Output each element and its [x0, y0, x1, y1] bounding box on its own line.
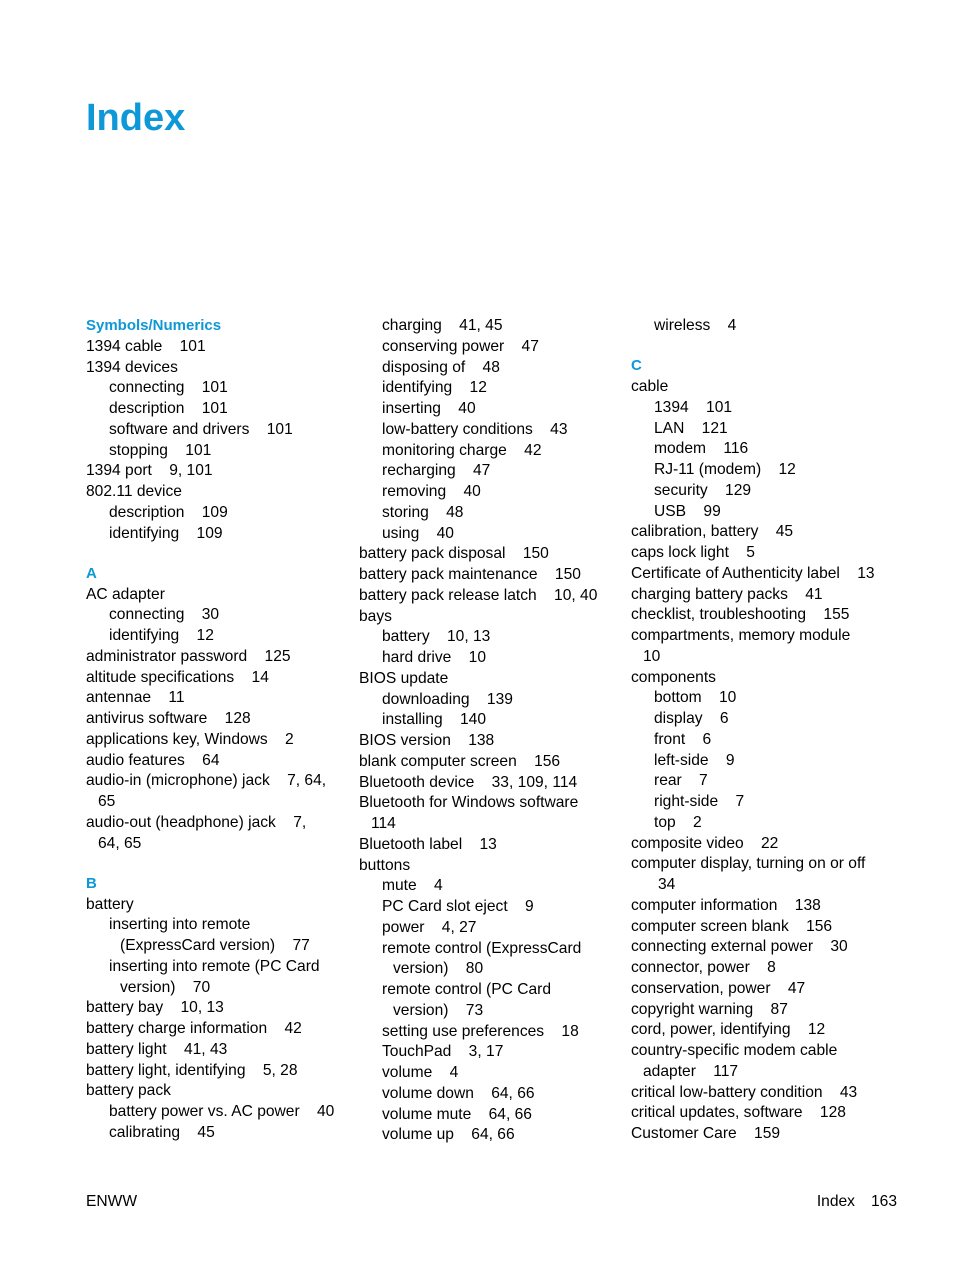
index-entry-continuation: version) 73 — [393, 1001, 484, 1019]
index-subentry: stopping 101 — [109, 441, 212, 459]
index-entry: connector, power 8 — [631, 959, 776, 976]
section-heading: A — [86, 564, 97, 582]
index-subentry: inserting into remote — [109, 916, 251, 934]
index-subentry: PC Card slot eject 9 — [382, 898, 534, 915]
index-subentry: inserting into remote (PC Card — [109, 957, 320, 975]
index-entry: battery pack maintenance 150 — [359, 566, 581, 583]
section-heading: B — [86, 874, 97, 892]
section-heading: C — [631, 357, 642, 375]
index-entry: caps lock light 5 — [631, 544, 755, 561]
index-entry: components — [631, 668, 716, 686]
footer-section-name: Index — [816, 1193, 855, 1210]
index-entry-continuation: (ExpressCard version) 77 — [120, 937, 310, 954]
index-entry: 1394 cable 101 — [86, 337, 206, 355]
index-subentry: volume 4 — [382, 1064, 459, 1081]
index-entry: copyright warning 87 — [631, 1000, 788, 1018]
index-subentry: connecting 30 — [109, 606, 220, 624]
index-entry-continuation: 10 — [643, 647, 661, 665]
footer-publisher-code: ENWW — [86, 1193, 138, 1210]
index-entry: battery pack release latch 10, 40 — [359, 586, 598, 604]
index-entry: Bluetooth for Windows software — [359, 794, 579, 812]
index-subentry: wireless 4 — [654, 317, 737, 334]
index-subentry: battery power vs. AC power 40 — [109, 1103, 335, 1120]
index-subentry: 1394 101 — [654, 398, 733, 416]
index-entry: Customer Care 159 — [631, 1125, 781, 1142]
index-entry-continuation: 34 — [658, 876, 676, 893]
index-subentry: recharging 47 — [382, 462, 491, 480]
index-subentry: removing 40 — [382, 483, 481, 500]
index-entry: battery bay 10, 13 — [86, 999, 224, 1017]
index-entry: critical updates, software 128 — [631, 1104, 846, 1122]
index-subentry: remote control (ExpressCard — [382, 939, 582, 957]
index-subentry: installing 140 — [382, 711, 487, 729]
index-subentry: hard drive 10 — [382, 649, 487, 666]
index-subentry: monitoring charge 42 — [382, 441, 542, 459]
index-subentry: volume down 64, 66 — [382, 1084, 535, 1102]
index-entry-continuation: version) 80 — [393, 960, 484, 978]
index-entry: 1394 port 9, 101 — [86, 462, 213, 480]
index-entry: antivirus software 128 — [86, 710, 251, 727]
index-subentry: low-battery conditions 43 — [382, 420, 568, 438]
index-entry: battery light, identifying 5, 28 — [86, 1061, 298, 1079]
section-heading: Symbols/Numerics — [86, 317, 222, 334]
index-entry: blank computer screen 156 — [359, 752, 561, 770]
index-column-1 — [86, 316, 348, 1144]
index-subentry: software and drivers 101 — [109, 420, 293, 438]
index-subentry: RJ-11 (modem) 12 — [654, 461, 796, 478]
index-column-3 — [631, 316, 897, 1145]
index-entry: administrator password 125 — [86, 647, 291, 665]
index-entry: cable — [631, 378, 669, 395]
index-entry: battery light 41, 43 — [86, 1040, 228, 1058]
index-subentry: mute 4 — [382, 877, 443, 895]
index-subentry: description 101 — [109, 400, 228, 417]
index-entry: computer screen blank 156 — [631, 917, 833, 935]
index-entry: 802.11 device — [86, 483, 182, 500]
index-entry: battery pack — [86, 1082, 171, 1100]
index-column-2 — [359, 316, 621, 1146]
index-subentry: remote control (PC Card — [382, 981, 551, 998]
index-entry: Bluetooth device 33, 109, 114 — [359, 773, 578, 791]
index-entry: BIOS update — [359, 669, 449, 687]
index-entry: calibration, battery 45 — [631, 523, 794, 541]
index-subentry: front 6 — [654, 730, 712, 748]
index-entry: connecting external power 30 — [631, 938, 848, 956]
index-entry: computer display, turning on or off — [631, 855, 866, 873]
index-entry: Certificate of Authenticity label 13 — [631, 564, 875, 582]
index-entry: compartments, memory module — [631, 627, 851, 644]
index-subentry: bottom 10 — [654, 689, 737, 707]
index-entry-continuation: 114 — [371, 815, 396, 832]
index-subentry: conserving power 47 — [382, 337, 539, 355]
index-subentry: using 40 — [382, 524, 454, 542]
index-subentry: disposing of 48 — [382, 358, 500, 376]
index-entry-continuation: version) 70 — [120, 978, 211, 996]
index-subentry: storing 48 — [382, 503, 464, 521]
index-subentry: volume mute 64, 66 — [382, 1105, 532, 1123]
index-subentry: left-side 9 — [654, 751, 735, 769]
index-subentry: charging 41, 45 — [382, 317, 503, 334]
index-entry-continuation: 65 — [98, 793, 116, 810]
index-subentry: inserting 40 — [382, 400, 476, 417]
index-entry: AC adapter — [86, 585, 165, 603]
index-entry: critical low-battery condition 43 — [631, 1083, 858, 1101]
footer-page-label — [817, 1192, 897, 1212]
index-subentry: battery 10, 13 — [382, 628, 491, 646]
index-entry: battery charge information 42 — [86, 1020, 302, 1037]
index-entry: cord, power, identifying 12 — [631, 1021, 826, 1039]
index-subentry: identifying 12 — [382, 379, 487, 397]
index-subentry: USB 99 — [654, 502, 721, 520]
index-entry: battery — [86, 895, 134, 913]
index-subentry: power 4, 27 — [382, 918, 477, 936]
index-entry-continuation: adapter 117 — [643, 1062, 739, 1080]
index-subentry: security 129 — [654, 481, 752, 499]
index-entry: audio-out (headphone) jack 7, — [86, 813, 307, 831]
index-entry: conservation, power 47 — [631, 979, 806, 997]
footer-page-number: 163 — [870, 1193, 897, 1210]
index-subentry: rear 7 — [654, 772, 708, 790]
index-subentry: right-side 7 — [654, 793, 745, 810]
index-entry: battery pack disposal 150 — [359, 545, 549, 563]
index-subentry: calibrating 45 — [109, 1123, 215, 1141]
index-entry: composite video 22 — [631, 834, 779, 852]
index-entry: Bluetooth label 13 — [359, 835, 497, 853]
index-subentry: TouchPad 3, 17 — [382, 1043, 504, 1061]
index-entry: antennae 11 — [86, 689, 185, 707]
index-subentry: volume up 64, 66 — [382, 1126, 515, 1144]
index-entry: country-specific modem cable — [631, 1042, 838, 1059]
index-subentry: modem 116 — [654, 440, 749, 458]
index-subentry: display 6 — [654, 710, 729, 727]
index-subentry: connecting 101 — [109, 379, 228, 397]
index-subentry: description 109 — [109, 503, 228, 521]
index-entry: altitude specifications 14 — [86, 668, 269, 686]
index-subentry: LAN 121 — [654, 419, 728, 437]
index-entry: charging battery packs 41 — [631, 585, 823, 603]
index-entry: BIOS version 138 — [359, 732, 495, 749]
index-subentry: top 2 — [654, 813, 702, 831]
index-subentry: setting use preferences 18 — [382, 1022, 579, 1040]
index-entry: audio features 64 — [86, 751, 220, 769]
index-entry: bays — [359, 607, 392, 625]
index-entry: applications key, Windows 2 — [86, 730, 294, 748]
index-entry: checklist, troubleshooting 155 — [631, 606, 850, 624]
index-entry: buttons — [359, 856, 411, 874]
index-entry: computer information 138 — [631, 896, 821, 914]
index-subentry: identifying 109 — [109, 524, 223, 542]
index-entry: audio-in (microphone) jack 7, 64, — [86, 772, 327, 790]
index-subentry: identifying 12 — [109, 627, 214, 644]
index-subentry: downloading 139 — [382, 690, 513, 708]
page-title: Index — [86, 97, 186, 139]
index-entry-continuation: 64, 65 — [98, 834, 142, 852]
index-entry: 1394 devices — [86, 358, 178, 376]
